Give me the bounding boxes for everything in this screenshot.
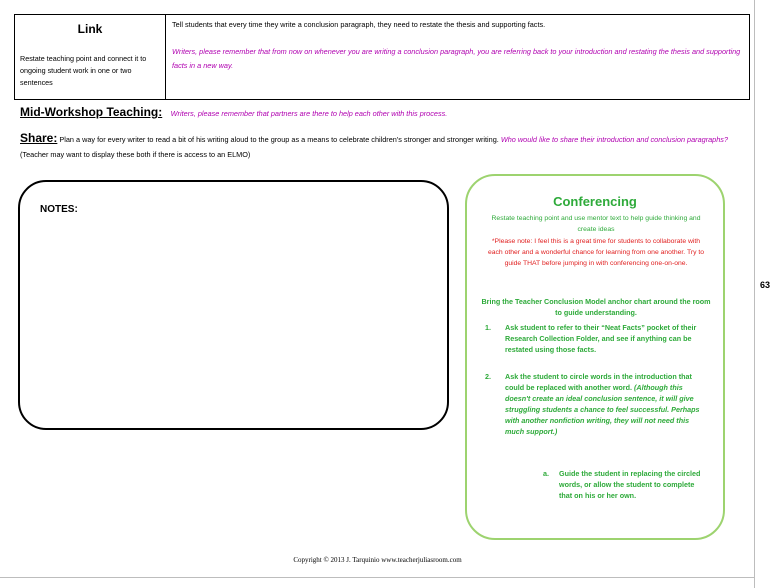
- share-section: [20, 131, 740, 162]
- link-heading: Link: [77, 22, 103, 36]
- conferencing-anchor: Bring the Teacher Conclusion Model anchor chart around the room to guide understanding.: [481, 297, 711, 317]
- step-text: Ask the student to circle words in the introduction that could be replaced with another word.: [505, 372, 692, 392]
- share-text: Plan a way for every writer to read a bit of his writing aloud to the group as a means to celebrate children's stronger and stronger writing.: [59, 135, 499, 144]
- conferencing-substep: [543, 468, 709, 501]
- conferencing-title: Conferencing: [553, 194, 637, 209]
- share-quote: Who would like to share their introduction and conclusion paragraphs?: [500, 135, 729, 144]
- conferencing-note: *Please note: I feel this is a great time for students to collaborate with each other and a wonderful chance for learning from one another. Try to guide THAT before jumping in with conferencing one-on-one.: [487, 238, 705, 267]
- substep-letter: a.: [543, 469, 549, 478]
- notes-label: NOTES:: [40, 204, 78, 215]
- notes-box: [18, 180, 449, 430]
- step-italic-note: (Although this doesn't create an ideal conclusion sentence, it will give struggling students a chance to feel successful. Perhaps with another nonfiction writing, they will not need this much support.): [505, 383, 700, 436]
- share-note: (Teacher may want to display these both if there is access to an ELMO): [20, 150, 251, 159]
- conferencing-step: [485, 371, 705, 437]
- copyright-footer: Copyright © 2013 J. Tarquinio www.teacherjuliasroom.com: [293, 556, 462, 564]
- page-right-rule: [754, 0, 755, 588]
- link-quote: Writers, please remember that from now on whenever you are writing a conclusion paragraph, you are referring back to your introduction and restating the thesis and supporting facts in a new way.: [172, 47, 741, 70]
- step-number: 1.: [485, 323, 491, 332]
- page-number: 63: [760, 280, 771, 290]
- conferencing-box: [465, 174, 725, 540]
- mid-workshop-quote: Writers, please remember that partners are there to help each other with this process.: [170, 109, 448, 118]
- conferencing-intro: Restate teaching point and use mentor text to help guide thinking and create ideas: [491, 215, 701, 233]
- link-instruction: Tell students that every time they write a conclusion paragraph, they need to restate the thesis and supporting facts.: [172, 20, 546, 29]
- step-text: Ask student to refer to their “Neat Facts” pocket of their Research Collection Folder, and see if anything can be restated using those facts.: [505, 323, 697, 354]
- share-heading: Share:: [20, 131, 58, 145]
- step-number: 2.: [485, 372, 491, 381]
- link-table-divider: [165, 15, 166, 99]
- link-table: [14, 14, 750, 100]
- page-bottom-rule: [0, 577, 755, 578]
- link-subtext: Restate teaching point and connect it to ongoing student work in one or two sentences: [20, 54, 147, 87]
- substep-text: Guide the student in replacing the circled words, or allow the student to complete that on his or her own.: [559, 469, 701, 500]
- conferencing-step: [485, 322, 705, 355]
- mid-workshop-heading: Mid-Workshop Teaching:: [20, 105, 163, 119]
- mid-workshop-section: [20, 103, 750, 121]
